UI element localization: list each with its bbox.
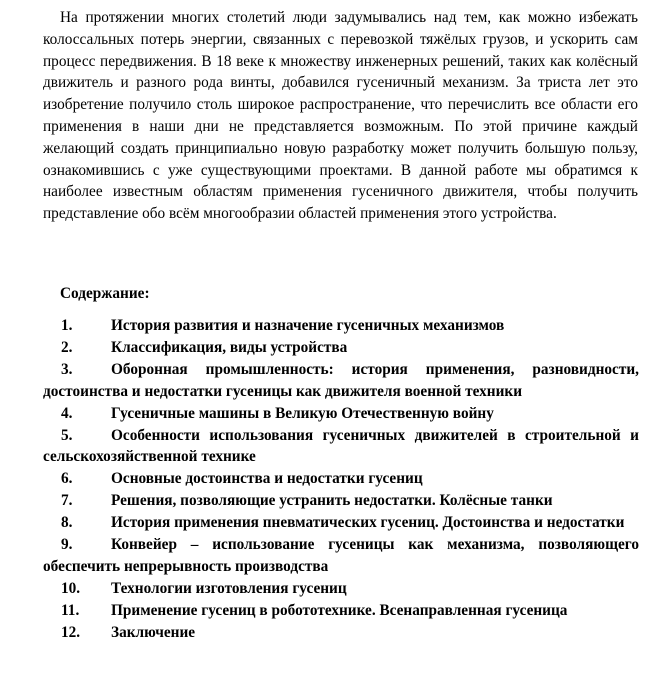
toc-item [43,490,639,512]
table-of-contents [43,315,639,644]
toc-item-number: 11. [61,601,80,619]
toc-item [43,622,639,644]
toc-item [43,468,639,490]
toc-item-number: 12. [61,623,81,641]
toc-item-text: Применение гусениц в робототехнике. Всенаправленная гусеница [111,601,568,619]
toc-item [43,534,639,578]
toc-item-number: 2. [61,338,73,356]
toc-item-text: Классификация, виды устройства [111,338,348,356]
toc-item-text: Конвейер – использование гусеницы как механизма, позволяющего обеспечить непрерывность производства [43,536,639,575]
toc-item [43,512,639,534]
toc-item-number: 10. [61,579,81,597]
toc-item-number: 4. [61,404,73,422]
toc-item [43,403,639,425]
toc-title: Содержание: [60,285,150,302]
toc-item-number: 5. [61,426,73,444]
toc-item-text: История развития и назначение гусеничных механизмов [111,317,505,334]
toc-item-number: 9. [61,536,73,554]
toc-item-number: 3. [61,360,73,378]
toc-item-text: Гусеничные машины в Великую Отечественную войну [111,404,494,422]
toc-item [43,359,639,403]
toc-item-text: Решения, позволяющие устранить недостатки. Колёсные танки [111,492,553,510]
toc-item-text: Заключение [111,623,196,641]
toc-item [43,600,639,622]
toc-item [43,337,639,359]
toc-item-text: Основные достоинства и недостатки гусениц [111,470,423,488]
toc-item-text: Оборонная промышленность: история применения, разновидности, достоинства и недостатки гусеницы как движителя военной техники [43,360,639,400]
toc-item-number: 6. [61,470,73,488]
toc-item-text: Особенности использования гусеничных движителей в строительной и сельскохозяйственной технике [43,426,639,466]
toc-item-number: 7. [61,492,73,510]
toc-item-number: 1. [61,317,73,334]
toc-item-text: История применения пневматических гусениц. Достоинства и недостатки [111,514,625,532]
toc-item [43,315,639,337]
toc-item [43,578,639,600]
toc-item-text: Технологии изготовления гусениц [111,579,347,597]
toc-item-number: 8. [61,514,73,532]
toc-item [43,425,639,469]
intro-paragraph: На протяжении многих столетий люди задумывались над тем, как можно избежать колоссальных потерь энергии, связанных с перевозкой тяжёлых грузов, и ускорить сам процесс передвижения. В 18 веке к множеству инженерных решений, таких как колёсный движитель и разного рода винты, добавился гусеничный механизм. За триста лет это изобретение получило столь широкое распространение, что перечислить все области его применения в наши дни не представляется возможным. По этой причине каждый желающий создать принципиально новую разработку может получить большую пользу, ознакомившись с уже существующими проектами. В данной работе мы обратимся к наиболее известным областям применения гусеничного движителя, чтобы получить представление обо всём многообразии областей применения этого устройства. [43,9,638,223]
